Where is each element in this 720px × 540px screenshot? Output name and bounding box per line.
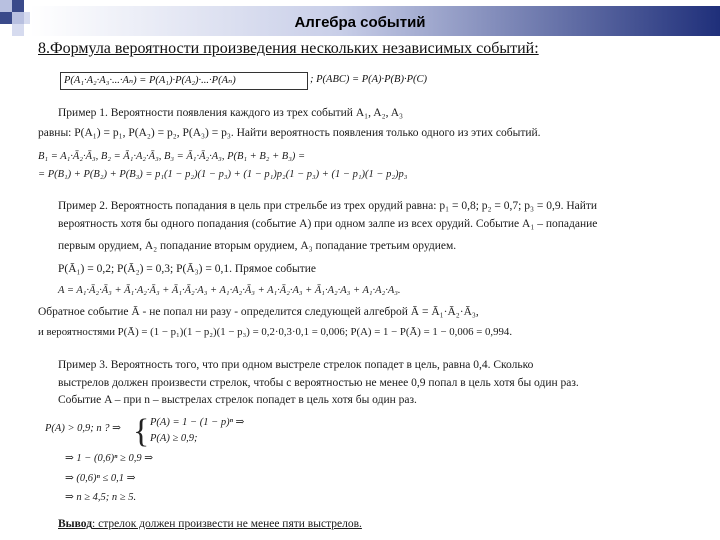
ex3-line3: Событие A – при n – выстрелах стрелок попадет в цель хотя бы один раз. [58,394,417,406]
ex1-line2: равны: P(A₁) = p₁, P(A₂) = p₂, P(A₃) = p₃. Найти вероятность появления только одного из этих событий. [38,127,541,139]
ex1-line1: Пример 1. Вероятности появления каждого из трех событий A₁, A₂, A₃ [58,107,404,119]
product-formula-abc: ; P(ABC) = P(A)·P(B)·P(C) [310,74,427,85]
ex1-line3: B₁ = A₁·Ā₂·Ā₃, B₂ = Ā₁·A₂·Ā₃, B₃ = Ā₁·Ā₂·A₃, P(B₁ + B₂ + B₃) = [38,151,306,162]
ex2-line1: Пример 2. Вероятность попадания в цель при стрельбе из трех орудий равна: p₁ = 0,8; p₂ = 0,7; p₃ = 0,9. Найти [58,200,598,212]
ex2-line2: вероятность хотя бы одного попадания (событие А) при одном залпе из всех орудий. Событие A₁ – попадание [58,218,598,230]
conclusion-text: : стрелок должен произвести не менее пяти выстрелов. [92,518,362,530]
ex3-step3: ⇒ 1 − (0,6)ⁿ ≥ 0,9 ⇒ [65,453,153,464]
ex1-line4: = P(B₁) + P(B₂) + P(B₃) = p₁(1 − p₂)(1 − p₃) + (1 − p₁)p₂(1 − p₃) + (1 − p₁)(1 − p₂)p₃ [38,169,408,180]
ex3-step1: P(A) > 0,9; n ? ⇒ [45,423,121,434]
product-formula-box: P(A₁·A₂·A₃·...·Aₙ) = P(A₁)·P(A₂)·...·P(Aₙ) [60,72,308,90]
ex2-line7: и вероятностями P(Ā) = (1 − p₁)(1 − p₂)(1 − p₃) = 0,2·0,3·0,1 = 0,006; P(A) = 1 − P(Ā) = 1 − 0,006 = 0,994. [38,326,513,338]
ex3-step2b: P(A) ≥ 0,9; [150,433,198,444]
section-heading: 8.Формула вероятности произведения нескольких независимых событий: [38,40,539,57]
ex3-step2a: P(A) = 1 − (1 − p)ⁿ ⇒ [150,417,245,428]
system-brace: { [133,413,150,450]
slide-title: Алгебра событий [294,14,426,31]
ex2-line3: первым орудием, A₂ попадание вторым орудием, A₃ попадание третьим орудием. [58,240,457,252]
ex3-step5: ⇒ n ≥ 4,5; n ≥ 5. [65,492,137,503]
ex3-step4: ⇒ (0,6)ⁿ ≤ 0,1 ⇒ [65,473,136,484]
ex3-line1: Пример 3. Вероятность того, что при одном выстреле стрелок попадет в цель, равна 0,4. Сколько [58,359,534,371]
ex3-line2: выстрелов должен произвести стрелок, чтобы с вероятностью не менее 0,9 попал в цель хотя бы один раз. [58,377,579,389]
ex2-line6: Обратное событие Ā - не попал ни разу - определится следующей алгеброй Ā = Ā₁·Ā₂·Ā₃, [38,306,479,318]
conclusion [58,518,362,530]
ex2-line4: P(Ā₁) = 0,2; P(Ā₂) = 0,3; P(Ā₃) = 0,1. Прямое событие [58,263,317,275]
conclusion-label: Вывод [58,518,93,530]
ex2-line5: A = A₁·Ā₂·Ā₃ + Ā₁·A₂·Ā₃ + Ā₁·Ā₂·A₃ + A₁·A₂·Ā₃ + A₁·Ā₂·A₃ + Ā₁·A₂·A₃ + A₁·A₂·A₃. [58,285,401,296]
